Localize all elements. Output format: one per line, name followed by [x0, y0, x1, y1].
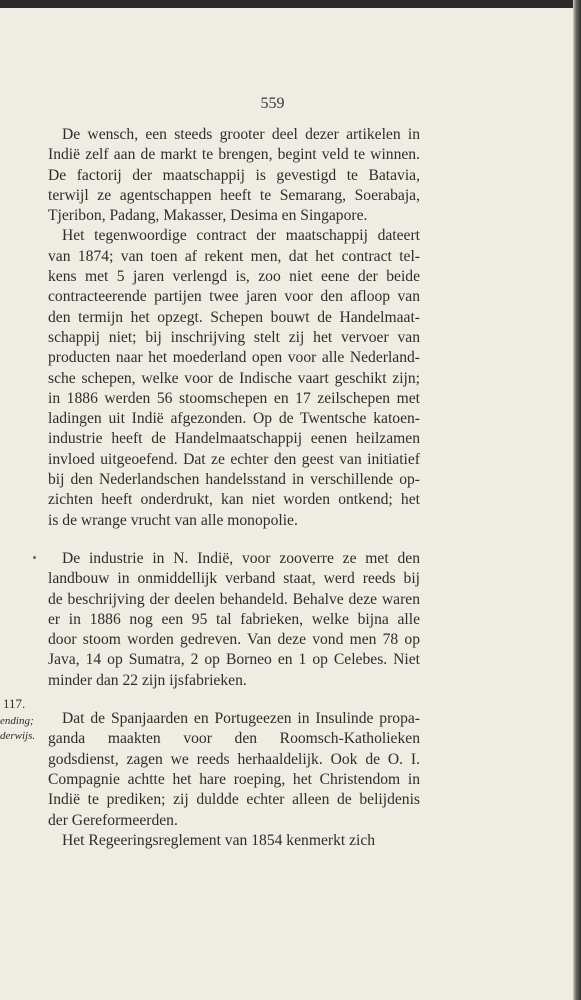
page-number: 559	[260, 95, 285, 112]
text-line: de beschrijving der deelen behandeld. Behalve deze waren	[48, 590, 420, 608]
text-line: De factorij der maatschappij is gevestigd te Batavia,	[48, 166, 420, 184]
page-edge	[573, 0, 581, 1000]
paragraph	[48, 125, 420, 226]
margin-note-line: ending;	[0, 715, 34, 727]
paragraph-gap	[48, 691, 420, 709]
ink-speck	[33, 556, 36, 559]
text-line: Het Regeeringsreglement van 1854 kenmerkt zich	[62, 831, 376, 849]
text-line: landbouw in onmiddellijk verband staat, werd reeds bij	[48, 570, 420, 588]
text-line: den termijn het opzegt. Schepen bouwt de Handelmaat-	[48, 308, 420, 326]
margin-note-line: derwijs.	[0, 730, 36, 742]
text-line: Indië zelf aan de markt te brengen, begint veld te winnen.	[48, 146, 420, 164]
text-line: De industrie in N. Indië, voor zooverre ze met den	[62, 549, 420, 567]
text-line: Java, 14 op Sumatra, 2 op Borneo en 1 op Celebes. Niet	[48, 651, 420, 669]
text-line: door stoom worden gedreven. Van deze vond men 78 op	[48, 631, 420, 649]
text-line: bij den Nederlandschen handelsstand in verschillende op-	[48, 471, 420, 489]
text-line: Compagnie achtte het hare roeping, het Christendom in	[48, 770, 420, 788]
text-line: terwijl ze agentschappen heeft te Semarang, Soerabaja,	[48, 186, 420, 204]
paragraph	[48, 549, 420, 691]
text-line: De wensch, een steeds grooter deel dezer artikelen in	[62, 126, 420, 143]
text-line: van 1874; van toen af rekent men, dat het contract tel-	[48, 247, 420, 265]
paragraph-gap	[48, 531, 420, 549]
book-page	[0, 8, 573, 1000]
text-line: Dat de Spanjaarden en Portugeezen in Insulinde propa-	[62, 710, 420, 728]
text-line: zichten heeft onderdrukt, kan niet worden ontkend; het	[48, 491, 420, 509]
text-line: ganda maakten voor den Roomsch-Katholieken	[48, 730, 420, 748]
text-line: minder dan 22 zijn ijsfabrieken.	[48, 671, 247, 689]
margin-note	[0, 694, 46, 744]
text-line: Het tegenwoordige contract der maatschappij dateert	[62, 227, 420, 245]
text-line: schappij niet; bij inschrijving stelt zij het vervoer van	[48, 328, 420, 346]
text-line: Indië te prediken; zij duldde echter alleen de belijdenis	[48, 791, 420, 809]
text-line: invloed uitgeoefend. Dat ze echter den geest van initiatief	[48, 450, 420, 468]
text-line: Tjeribon, Padang, Makasser, Desima en Singapore.	[48, 207, 368, 225]
text-line: ladingen uit Indië afgezonden. Op de Twentsche katoen-	[48, 410, 420, 428]
margin-section-number: 117.	[3, 696, 26, 711]
paragraph	[48, 709, 420, 831]
text-line: in 1886 werden 56 stoomschepen en 17 zeilschepen met	[48, 389, 420, 407]
text-line: industrie heeft de Handelmaatschappij eenen heilzamen	[48, 430, 420, 448]
paragraph	[48, 831, 420, 851]
text-line: godsdienst, zagen we reeds herhaaldelijk. Ook de O. I.	[48, 750, 420, 768]
body-text	[48, 125, 420, 851]
paragraph	[48, 226, 420, 530]
text-line: sche schepen, welke voor de Indische vaart geschikt zijn;	[48, 369, 420, 387]
text-line: contracteerende partijen twee jaren voor den afloop van	[48, 288, 420, 306]
text-line: er in 1886 nog een 95 tal fabrieken, welke bijna alle	[48, 610, 420, 628]
text-line: der Gereformeerden.	[48, 811, 178, 829]
text-line: kens met 5 jaren verlengd is, zoo niet eene der beide	[48, 268, 420, 286]
text-line: is de wrange vrucht van alle monopolie.	[48, 511, 298, 529]
text-line: producten naar het moederland open voor alle Nederland-	[48, 349, 420, 367]
